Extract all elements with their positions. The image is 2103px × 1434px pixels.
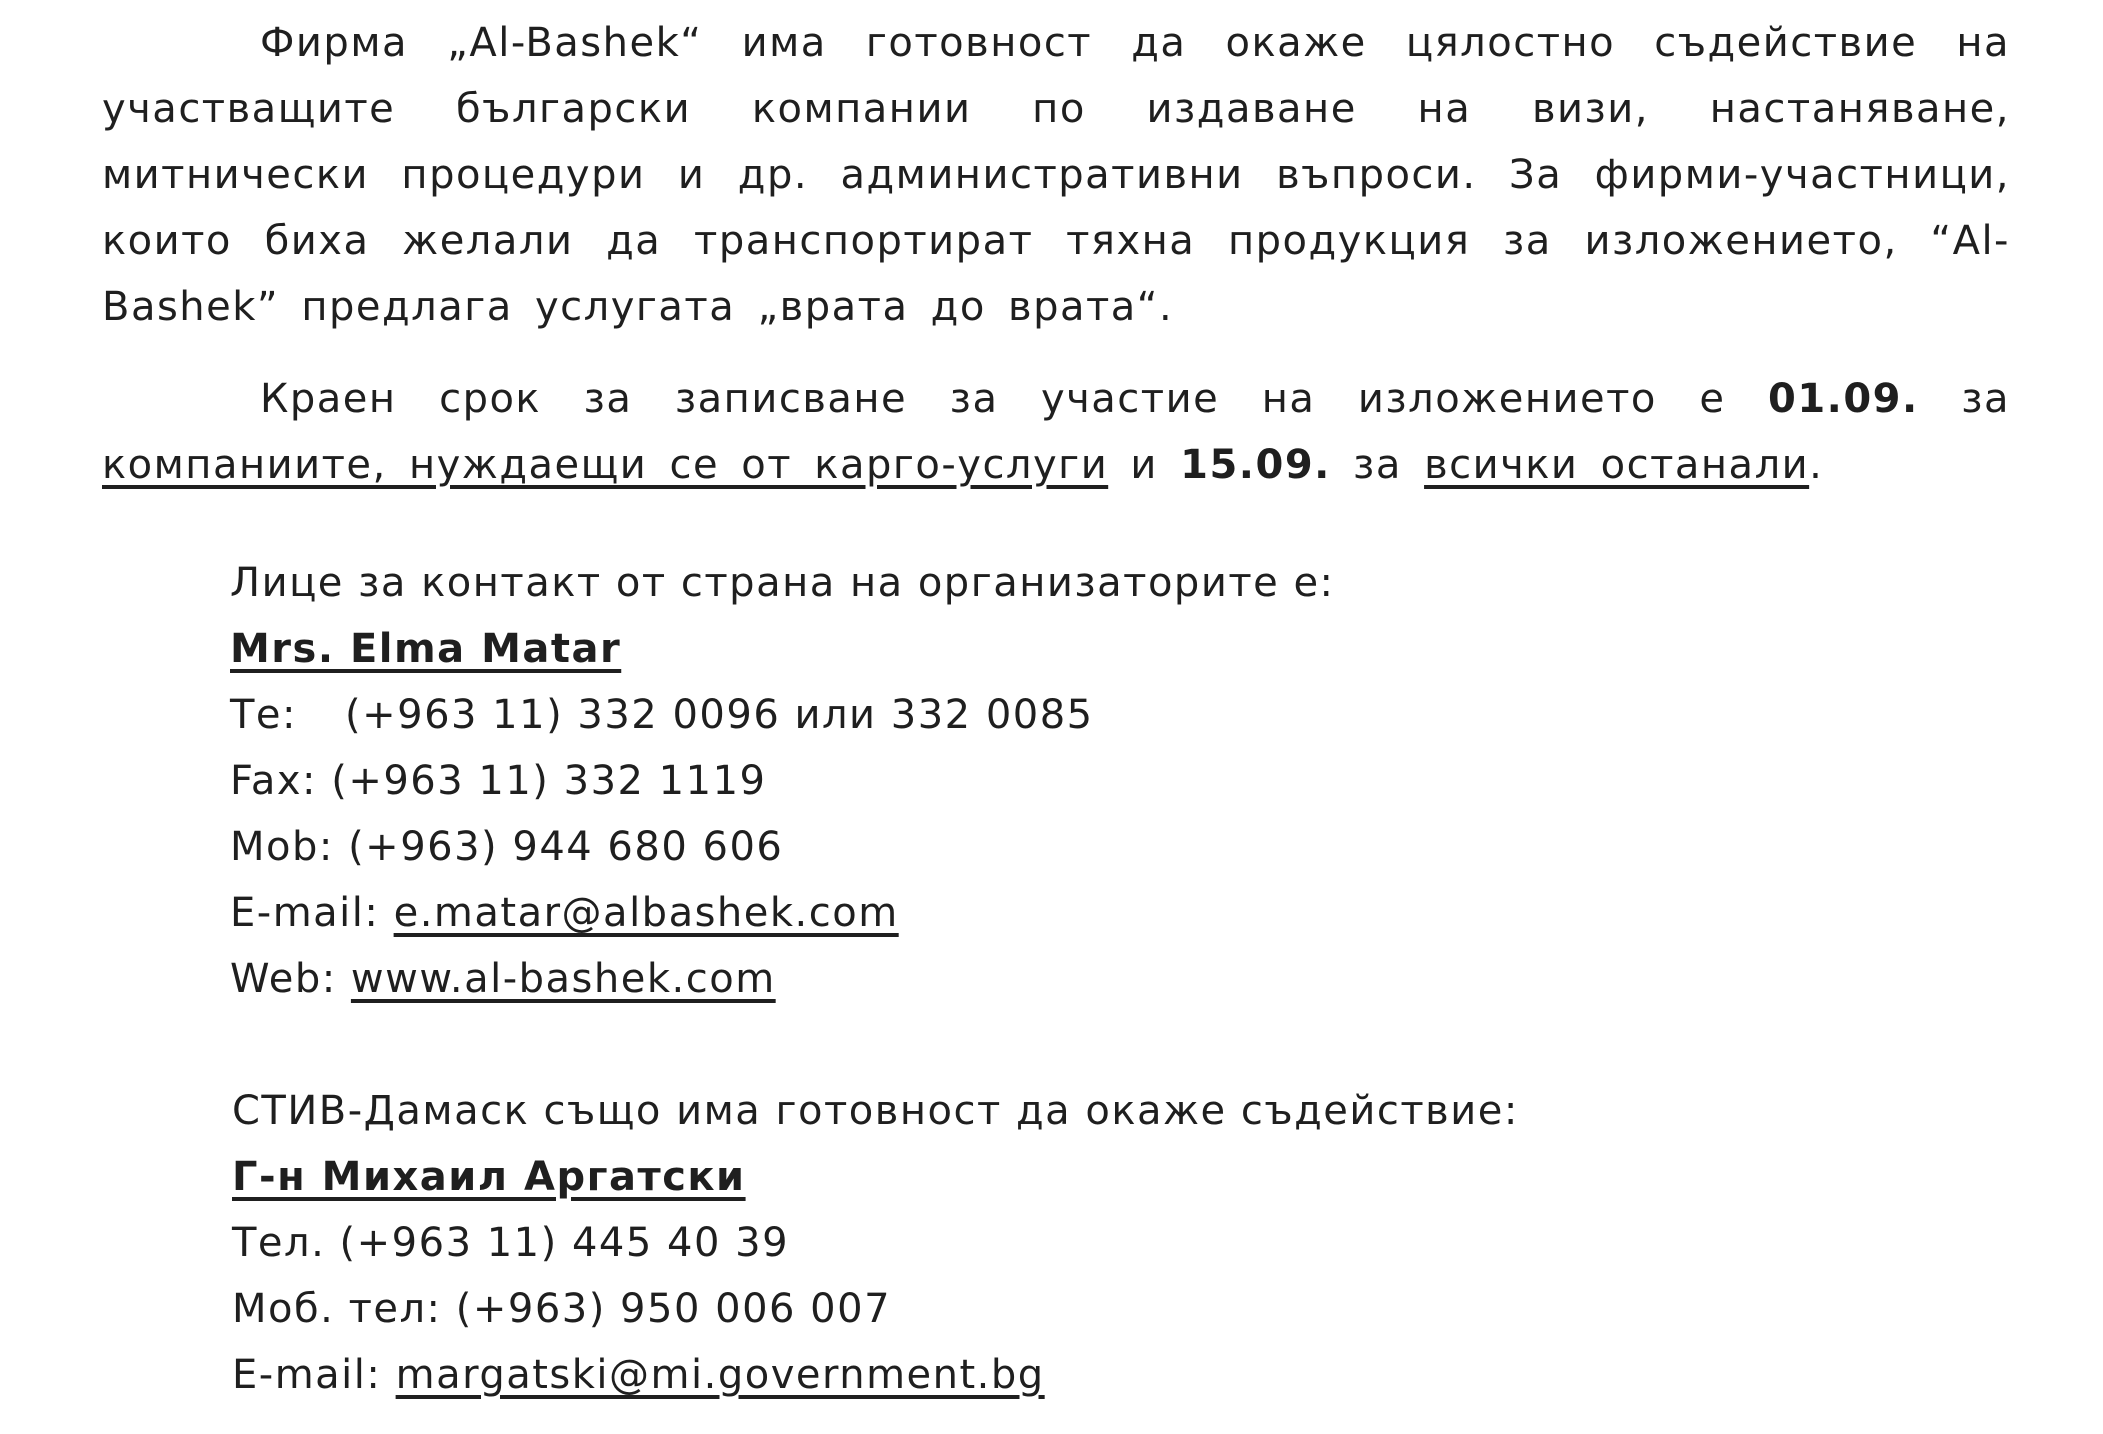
email-link[interactable]: margatski@mi.government.bg xyxy=(395,1352,1045,1398)
stiv-email-row xyxy=(232,1342,1519,1408)
deadline-text-4: за xyxy=(1330,442,1425,488)
deadline-text-3: и xyxy=(1108,442,1181,488)
organizer-mobile-row xyxy=(230,814,1335,880)
phone-label: Тел. xyxy=(232,1220,326,1266)
email-link[interactable]: e.matar@albashek.com xyxy=(393,890,899,936)
phone-label: Те: xyxy=(230,692,298,738)
website-link[interactable]: www.al-bashek.com xyxy=(350,956,776,1002)
deadline-text-2: за xyxy=(1918,376,2010,422)
paragraph-registration-deadline xyxy=(102,366,2010,498)
mobile-value: (+963) 944 680 606 xyxy=(348,824,784,870)
phone-value: (+963 11) 332 0096 или 332 0085 xyxy=(345,692,1094,738)
mobile-label: Моб. тел: xyxy=(232,1286,442,1332)
paragraph-al-bashek-services: Фирма „Al-Bashek“ има готовност да окаже цялостно съдействие на участващите български компании по издаване на визи, настаняване, митнически процедури и др. административни въпроси. За фирми-участници, които биха желали да транспортират тяхна продукция за изложението, “Al-Bashek” предлага услугата „врата до врата“. xyxy=(102,20,2010,330)
email-label: E-mail: xyxy=(230,890,380,936)
email-label: E-mail: xyxy=(232,1352,382,1398)
stiv-contact-block xyxy=(232,1078,1519,1408)
organizer-contact-intro: Лице за контакт от страна на организаторите е: xyxy=(230,560,1335,606)
fax-value: (+963 11) 332 1119 xyxy=(331,758,767,804)
stiv-mobile-row xyxy=(232,1276,1519,1342)
organizer-contact-block xyxy=(230,550,1335,1012)
all-others-text: всички останали xyxy=(1424,442,1810,488)
organizer-fax-row xyxy=(230,748,1335,814)
web-label: Web: xyxy=(230,956,337,1002)
deadline-text-5: . xyxy=(1809,442,1824,488)
mobile-value: (+963) 950 006 007 xyxy=(455,1286,892,1332)
mobile-label: Mob: xyxy=(230,824,334,870)
deadline-text-1: Краен срок за записване за участие на изложението е xyxy=(260,376,1768,422)
phone-value: (+963 11) 445 40 39 xyxy=(339,1220,790,1266)
deadline-date-cargo: 01.09. xyxy=(1767,376,1919,422)
stiv-contact-intro: СТИВ-Дамаск също има готовност да окаже съдействие: xyxy=(232,1088,1519,1134)
organizer-contact-name: Mrs. Elma Matar xyxy=(230,626,622,672)
stiv-contact-name: Г-н Михаил Аргатски xyxy=(232,1154,746,1200)
organizer-web-row xyxy=(230,946,1335,1012)
stiv-phone-row xyxy=(232,1210,1519,1276)
deadline-date-others: 15.09. xyxy=(1180,442,1331,488)
organizer-email-row xyxy=(230,880,1335,946)
cargo-companies-text: компаниите, нуждаещи се от карго-услуги xyxy=(102,442,1109,488)
fax-label: Fax: xyxy=(230,758,317,804)
organizer-phone-row xyxy=(230,682,1335,748)
